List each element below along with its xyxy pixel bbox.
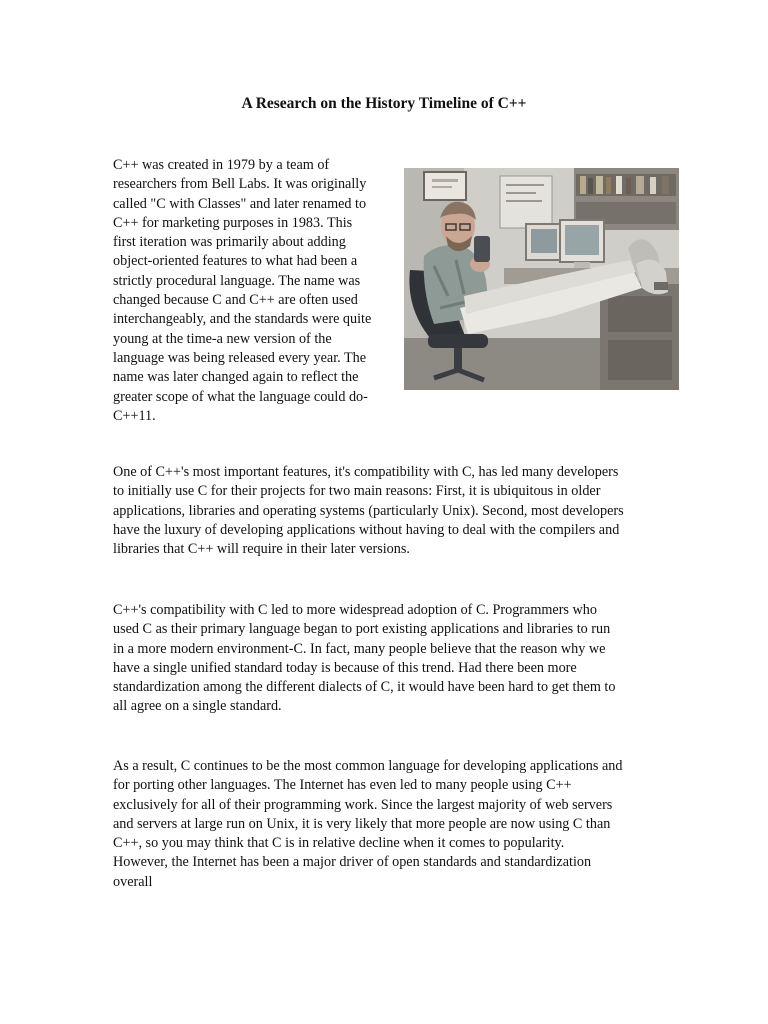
document-title: A Research on the History Timeline of C++ bbox=[241, 95, 527, 112]
paragraph-3: C++'s compatibility with C led to more widespread adoption of C. Programmers who used C as their primary language began to port existing applications and libraries to run in a more modern environment-C. In fact, many people believe that the reason why we have a single unified standard today is because of this trend. Had there been more standardization among the different dialects of C, it would have been hard to get them to all agree on a single standard. bbox=[113, 602, 616, 715]
office-photo bbox=[404, 168, 679, 390]
paragraph-4: As a result, C continues to be the most common language for developing applications and for porting other languages. The Internet has even led to many people using C++ exclusively for all of their programming work. Since the largest majority of web servers and servers at large run on Unix, it is very likely that more people are now using C than C++, so you may think that C is in relative decline when it comes to popularity. However, the Internet has been a major driver of open standards and standardization overall bbox=[113, 758, 623, 890]
paragraph-2: One of C++'s most important features, it's compatibility with C, has led many developers to initially use C for their projects for two main reasons: First, it is ubiquitous in older applications, libraries and operating systems (particularly Unix). Second, most developers have the luxury of developing applications without having to deal with the compilers and libraries that C++ will require in their later versions. bbox=[113, 464, 624, 558]
paragraph-1: C++ was created in 1979 by a team of researchers from Bell Labs. It was originally called "C with Classes" and later renamed to C++ for marketing purposes in 1983. This first iteration was primarily about adding object-oriented features to what had been a strictly procedural language. The name was changed because C and C++ are often used interchangeably, and the standards were quite young at the time-a new version of the language was being released every year. The name was later changed again to reflect the greater scope of what the language could do- C++11. bbox=[113, 157, 372, 424]
